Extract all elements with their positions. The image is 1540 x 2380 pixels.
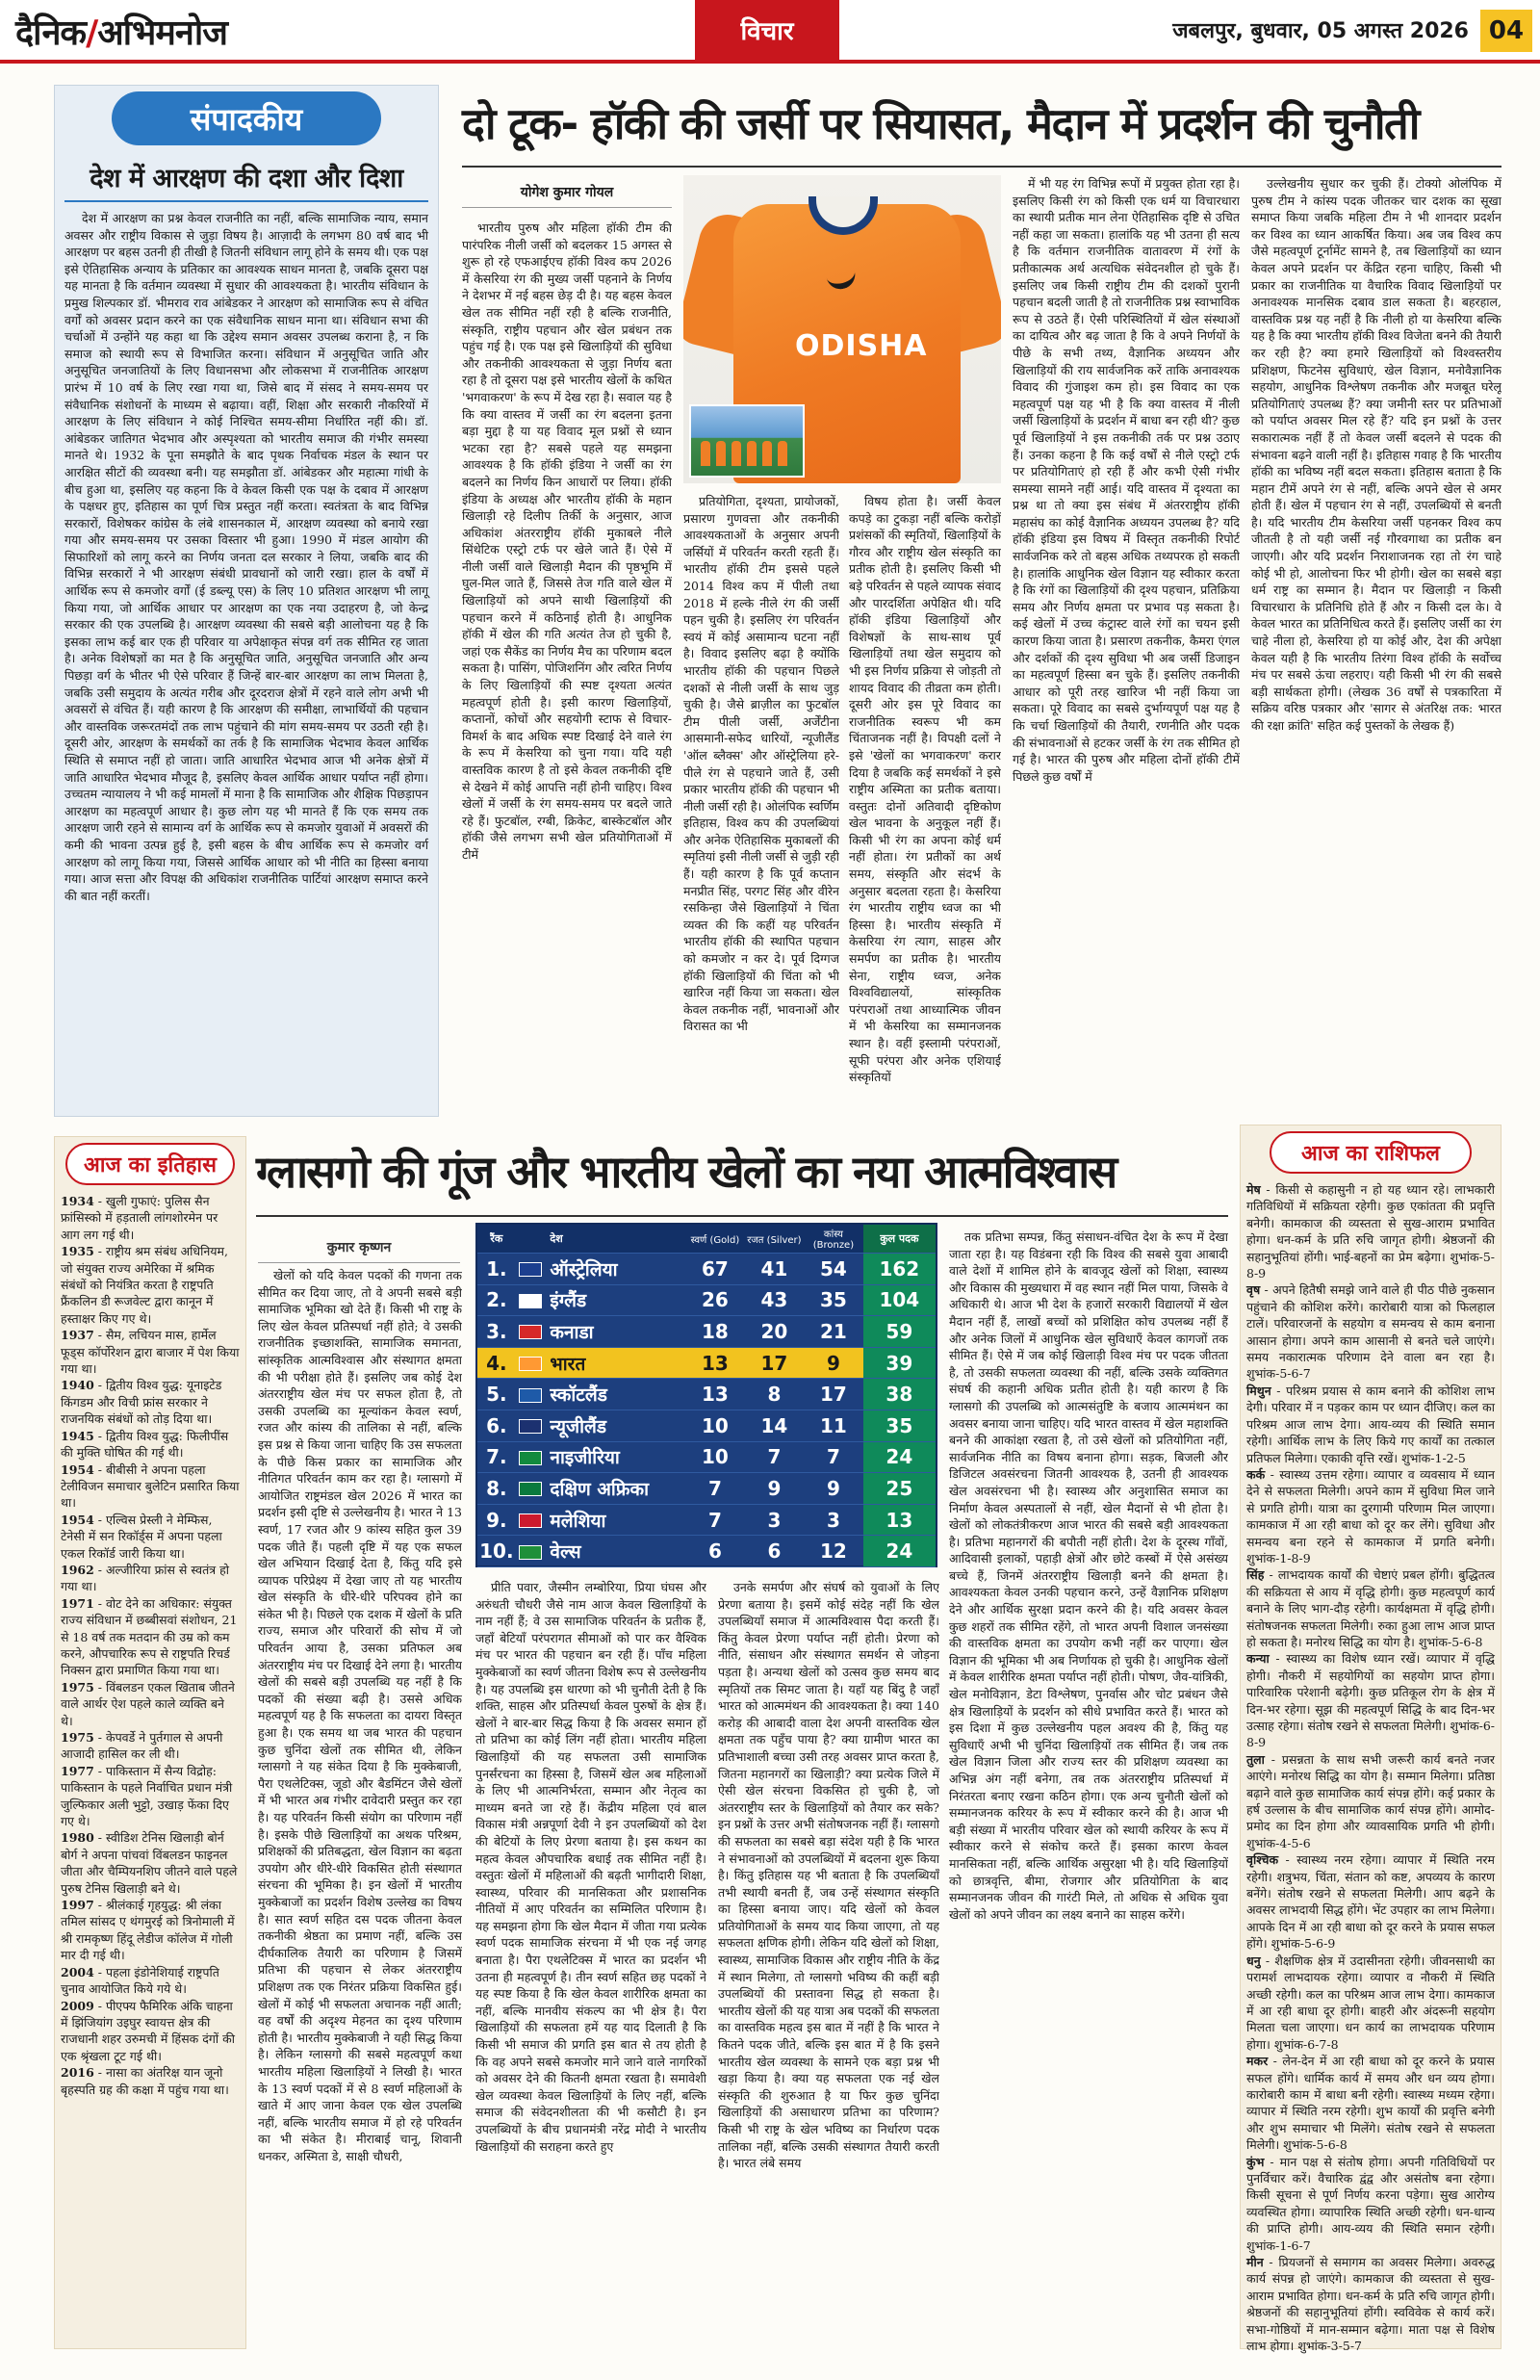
medal-silver: 9 — [767, 1476, 782, 1500]
mid-article-column-3 — [718, 1579, 939, 2349]
flag-cell — [516, 1511, 545, 1529]
medal-total: 13 — [863, 1505, 936, 1536]
medal-total: 24 — [863, 1536, 936, 1566]
country-flag-icon — [519, 1262, 542, 1277]
medal-silver: 8 — [767, 1383, 782, 1407]
medal-silver: 14 — [760, 1413, 788, 1437]
medal-bronze: 3 — [826, 1508, 840, 1532]
top-article-column-3 — [849, 493, 1001, 1125]
medal-silver: 43 — [760, 1288, 788, 1312]
medal-rank: 6. — [486, 1413, 507, 1437]
article-text: उनके समर्पण और संघर्ष को युवाओं के लिए प्रेरणा बताया है। इसमें कोई संदेह नहीं कि खेल उपलब्धियाँ समाज में आत्मविश्वास पैदा करती हैं। किंतु केवल प्रेरणा पर्याप्त नहीं होती। प्रेरणा को नीति, संसाधन और संस्थागत समर्थन से जोड़ना पड़ता है। अन्यथा खेलों को उत्सव कुछ समय बाद स्मृतियों तक सिमट जाता है। यहाँ यह बिंदु है जहाँ भारत को आत्ममंथन की आवश्यकता है। क्या 140 करोड़ की आबादी वाला देश अपनी वास्तविक खेल क्षमता तक पहुँच पाया है? क्या ग्रामीण भारत का प्रतिभाशाली बच्चा उसी तरह अवसर प्राप्त करता है, जितना महानगरों का खिलाड़ी? क्या प्रत्येक जिले में ऐसी खेल संरचना विकसित हो चुकी है, जो अंतरराष्ट्रीय स्तर के खिलाड़ियों को तैयार कर सके? इन प्रश्नों के उत्तर अभी संतोषजनक नहीं हैं। ग्लासगो की सफलता का सबसे बड़ा संदेश यही है कि भारत ने संभावनाओं को उपलब्धियों में बदलना शुरू किया है। किंतु इतिहास यह भी बताता है कि उपलब्धियाँ तभी स्थायी बनती हैं, जब उन्हें संस्थागत संस्कृति का हिस्सा बनाया जाए। यदि खेलों को केवल प्रतियोगिताओं के समय याद किया जाएगा, तो यह सफलता क्षणिक होगी। लेकिन यदि खेलों को शिक्षा, स्वास्थ्य, सामाजिक विकास और राष्ट्रीय नीति के केंद्र में स्थान मिलेगा, तो ग्लासगो भविष्य की कहीं बड़ी उपलब्धियों की प्रस्तावना सिद्ध हो सकता है। भारतीय खेलों की यह यात्रा अब पदकों की सफलता का वास्तविक महत्व इस बात में नहीं है कि भारत ने कितने पदक जीते, बल्कि इस बात में है कि इसने भारतीय खेल व्यवस्था के सामने एक बड़ा प्रश्न भी खड़ा किया है। क्या यह सफलता एक नई खेल संस्कृति की शुरुआत है या फिर कुछ चुनिंदा खिलाड़ियों की असाधारण प्रतिभा का परिणाम? किसी भी राष्ट्र के खेल भविष्य का निर्धारण पदक तालिका नहीं, बल्कि उसकी संस्थागत तैयारी करती है। भारत लंबे समय — [718, 1580, 939, 2171]
history-text: - राष्ट्रीय श्रम संबंध अधिनियम, जो संयुक्त राज्य अमेरिका में श्रमिक संबंधों को नियंत्रित करता है राष्ट्रपति फ्रैंकलिन डी रूजवेल्ट द्वारा कानून में हस्ताक्षर किए गए थे। — [61, 1244, 228, 1326]
medal-gold: 13 — [702, 1383, 729, 1407]
horoscope-item — [1246, 1383, 1495, 1466]
history-item — [61, 1998, 240, 2065]
history-item — [61, 1562, 240, 1595]
medal-silver: 3 — [767, 1508, 782, 1532]
medal-bronze: 21 — [819, 1319, 847, 1343]
divider — [256, 1215, 1228, 1217]
history-year: 1977 — [61, 1763, 94, 1778]
medal-row — [477, 1348, 936, 1380]
medal-gold: 7 — [707, 1476, 722, 1500]
horoscope-text: - स्वास्थ्य उत्तम रहेगा। व्यापार व व्यवसाय में ध्यान देने से सफलता मिलेगी। अपने काम में सुविधा मिल जाने से प्रगति होगी। यात्रा का दुरगामी परिणाम मिल जाएगा। कामकाज में आ रही बाधा को दूर कर लेंगे। सुविधा और समन्वय बना रहने से कामकाज में प्रगति बनेगी। शुभांक-1-8-9 — [1246, 1466, 1495, 1565]
medal-gold: 7 — [707, 1508, 722, 1532]
medal-gold: 18 — [702, 1319, 729, 1343]
country-flag-icon — [519, 1388, 542, 1403]
jersey-photo — [683, 175, 1001, 483]
history-year: 1945 — [61, 1428, 94, 1443]
history-text: - सैम, लचियन मास, हार्मेल फूड्स कॉर्पोरेशन द्वारा बाजार में पेश किया गया था। — [61, 1328, 240, 1377]
editorial-column — [54, 85, 439, 1117]
medal-gold: 26 — [702, 1288, 729, 1312]
medal-country: वेल्स — [550, 1541, 581, 1564]
history-text: - केपवर्डे ने पुर्तगाल से अपनी आजादी हासिल कर ली थी। — [61, 1730, 223, 1762]
medal-silver: 6 — [767, 1539, 782, 1564]
zodiac-sign: वृश्चिक — [1246, 1852, 1279, 1868]
horoscope-item — [1246, 1281, 1495, 1382]
medal-total: 25 — [863, 1473, 936, 1504]
medal-silver: 41 — [760, 1256, 788, 1281]
mid-article-column-2 — [475, 1579, 706, 2349]
editorial-paragraph: देश में आरक्षण का प्रश्न केवल राजनीति का नहीं, बल्कि सामाजिक न्याय, समान अवसर और राष्ट्रीय विकास से जुड़ा विषय है। आज़ादी के लगभग 80 वर्ष बाद भी आरक्षण पर बहस उतनी ही तीखी है जितनी संविधान लागू होने के समय थी। एक पक्ष इसे ऐतिहासिक अन्याय के प्रतिकार का आवश्यक साधन मानता है, जबकि दूसरा पक्ष यह मानता है कि वर्तमान व्यवस्था में सुधार की आवश्यकता है। भारतीय संविधान के प्रमुख शिल्पकार डॉ. भीमराव राव आंबेडकर ने आरक्षण को सामाजिक रूप से वंचित वर्गों को अवसर प्रदान करने का एक संवैधानिक साधन माना था। संविधान सभा की चर्चाओं में उन्होंने यह कहा था कि उद्देश्य समान अवसर उपलब्ध कराना है, न कि समाज को स्थायी रूप से विभाजित करना। संविधान में अनुसूचित जाति और अनुसूचित जनजातियों के लिए विधानसभा और लोकसभा में राजनीतिक आरक्षण प्रारंभ में 10 वर्ष के लिए रखा गया था, जिसे बाद में संसद ने समय-समय पर संवैधानिक संशोधनों के माध्यम से बढ़ाया। वहीं, शिक्षा और सरकारी नौकरियों में आरक्षण के लिए संविधान ने कोई निश्चित समय-सीमा निर्धारित नहीं की। डॉ. आंबेडकर जातिगत भेदभाव और अस्पृश्यता को भारतीय समाज की गंभीर समस्या मानते थे। 1932 के पूना समझौते के बाद पृथक निर्वाचक मंडल के स्थान पर आरक्षित सीटों की व्यवस्था बनी। यह समझौता डॉ. आंबेडकर और महात्मा गांधी के बीच हुआ था, इसलिए यह कहना कि वे केवल किसी एक पक्ष के दबाव में आरक्षण के पक्षधर हुए, इतिहास का पूर्ण चित्र प्रस्तुत नहीं करता। स्वतंत्रता के बाद विभिन्न सरकारों, विशेषकर कांग्रेस के लंबे शासनकाल में, आरक्षण व्यवस्था को बनाये रखा गया और समय-समय पर उसका विस्तार भी हुआ। 1990 में मंडल आयोग की सिफारिशों को लागू करने का निर्णय जनता दल सरकार ने लिया, जबकि बाद की विभिन्न सरकारों ने भी आरक्षण संबंधी प्रावधानों को जारी रखा। हाल के वर्षों में आर्थिक रूप से कमजोर वर्गों (ई डब्ल्यू एस) के लिए 10 प्रतिशत आरक्षण भी लागू किया गया, जो आर्थिक आधार पर आरक्षण का एक नया उदाहरण है, जो केन्द्र सरकार की एक उपलब्धि है। आरक्षण व्यवस्था की सबसे बड़ी आलोचना यह है कि इसका लाभ कई बार एक ही परिवार या अपेक्षाकृत संपन्न वर्ग तक सीमित रह जाता है। अनेक विशेषज्ञों का मत है कि अनुसूचित जाति, अनुसूचित जनजाति और अन्य पिछड़ा वर्ग के भीतर भी ऐसे परिवार हैं जिन्हें बार-बार आरक्षण का लाभ मिलता है, जबकि उसी समुदाय के अत्यंत गरीब और दूरदराज क्षेत्रों में रहने वाले लोग अभी भी अवसरों से वंचित हैं। यही कारण है कि आरक्षण की समीक्षा, लाभार्थियों की पहचान और वास्तविक जरूरतमंदों तक लाभ पहुंचाने की मांग समय-समय पर उठती रही है। दूसरी ओर, आरक्षण के समर्थकों का तर्क है कि सामाजिक भेदभाव केवल आर्थिक स्थिति से समाप्त नहीं हो जाता। जाति आधारित भेदभाव आज भी अनेक क्षेत्रों में जाति आधारित भेदभाव मौजूद है, इसलिए केवल आर्थिक आधार पर्याप्त नहीं होगा। उच्चतम न्यायालय ने भी कई मामलों में माना है कि सामाजिक और शैक्षिक पिछड़ापन आरक्षण का महत्वपूर्ण आधार है। कुछ लोग यह भी मानते हैं कि एक समय तक आरक्षण जारी रहने से सामान्य वर्ग के आर्थिक रूप से कमजोर युवाओं में अवसरों की कमी की भावना उत्पन्न हुई है, इसी बहस के बीच आर्थिक रूप से कमजोर वर्ग आरक्षण को लागू किया गया, जिससे आर्थिक आधार को भी नीति का हिस्सा बनाया गया। आज सत्ता और विपक्ष की अधिकांश राजनीतिक पार्टियां आरक्षण समाप्त करने की बात नहीं करतीं। — [64, 211, 428, 903]
medal-row — [477, 1536, 936, 1567]
top-article-headline: दो टूक- हॉकी की जर्सी पर सियासत, मैदान में प्रदर्शन की चुनौती — [462, 97, 1419, 149]
header-silver: रजत (Silver) — [747, 1234, 802, 1246]
history-year: 1975 — [61, 1679, 94, 1694]
history-text: - अल्जीरिया फ्रांस से स्वतंत्र हो गया था। — [61, 1562, 229, 1594]
editorial-body — [64, 210, 428, 904]
history-item — [61, 1377, 240, 1427]
medal-silver: 20 — [760, 1319, 788, 1343]
zodiac-sign: कुंभ — [1246, 2154, 1265, 2169]
history-year: 1962 — [61, 1562, 94, 1577]
history-year: 2016 — [61, 2065, 94, 2081]
flag-cell — [516, 1385, 545, 1404]
history-text: - नासा का अंतरिक्ष यान जूनो बृहस्पति ग्रह की कक्षा में पहुंच गया था। — [61, 2065, 229, 2097]
flag-cell — [516, 1291, 545, 1309]
history-text: - पाकिस्तान में सैन्य विद्रोह: पाकिस्तान के पहले निर्वाचित प्रधान मंत्री जुल्फिकार अली भुट्टो, उखाड़ फेंका दिए गए थे। — [61, 1763, 233, 1829]
header-gold: स्वर्ण (Gold) — [690, 1234, 740, 1246]
article-text: तक प्रतिभा सम्पन्न, किंतु संसाधन-वंचित देश के रूप में देखा जाता रहा है। यह विडंबना रही कि विश्व की सबसे युवा आबादी वाले देशों में शामिल होने के बावजूद खेलों को शिक्षा, स्वास्थ्य और विकास की मुख्यधारा में वह स्थान नहीं मिल पाया, जिसके वे अधिकारी थे। आज भी देश के हजारों सरकारी विद्यालयों में खेल मैदान नहीं हैं, लाखों बच्चों को प्रशिक्षित कोच उपलब्ध नहीं हैं और अनेक जिलों में आधुनिक खेल सुविधाएँ केवल कागजों तक सीमित हैं। ऐसे में जब कोई खिलाड़ी विश्व मंच पर पदक जीतता है, तो उसकी सफलता व्यवस्था की नहीं, बल्कि उसके व्यक्तिगत संघर्ष की कहानी अधिक प्रतीत होती है। यही कारण है कि ग्लासगो की उपलब्धि को आत्मसंतुष्टि के बजाय आत्ममंथन का अवसर बनाया जाना चाहिए। यदि भारत वास्तव में खेल महाशक्ति बनने की आकांक्षा रखता है, तो उसे खेलों को प्रतियोगिता नहीं, सार्वजनिक नीति का विषय बनाना होगा। सड़क, बिजली और डिजिटल अवसंरचना जितनी आवश्यक है, उतनी ही आवश्यक खेल अवसंरचना भी है। स्वास्थ्य और अनुशासित समाज का निर्माण केवल अस्पतालों से नहीं, खेल मैदानों से भी होता है। खेलों को लोकतंत्रीकरण आज भारत की सबसे बड़ी आवश्यकता है। प्रतिभा महानगरों की बपौती नहीं होती। देश के दूरस्थ गाँवों, आदिवासी इलाकों, पहाड़ी क्षेत्रों और छोटे कस्बों में ऐसे असंख्य बच्चे हैं, जिनमें अंतरराष्ट्रीय खिलाड़ी बनने की क्षमता है। आवश्यकता केवल उनकी पहचान करने, उन्हें वैज्ञानिक प्रशिक्षण देने और आर्थिक सुरक्षा प्रदान करने की है। यदि अवसर केवल कुछ शहरों तक सीमित रहेंगे, तो भारत अपनी विशाल जनसंख्या की वास्तविक क्षमता का उपयोग कभी नहीं कर पाएगा। खेल विज्ञान की भूमिका भी अब निर्णायक हो चुकी है। आधुनिक खेलों में केवल शारीरिक क्षमता पर्याप्त नहीं होती। पोषण, जैव-यांत्रिकी, खेल मनोविज्ञान, डेटा विश्लेषण, पुनर्वास और चोट प्रबंधन जैसे क्षेत्र खिलाड़ियों के प्रदर्शन को सीधे प्रभावित करते हैं। भारत को इस दिशा में कुछ उल्लेखनीय पहल अवश्य की है, किंतु यह सुविधाएँ अभी भी चुनिंदा खिलाड़ियों तक सीमित हैं। जब तक खेल विज्ञान जिला और राज्य स्तर की प्रशिक्षण व्यवस्था का अभिन्न अंग नहीं बनेगा, तब तक अंतरराष्ट्रीय प्रतिस्पर्धा में निरंतरता बनाए रखना कठिन होगा। एक अन्य चुनौती खेलों को सम्मानजनक करियर के रूप में स्वीकार करने की है। आज भी बड़ी संख्या में भारतीय परिवार खेल को स्थायी करियर के रूप में स्वीकार करने से संकोच करते हैं। इसका कारण केवल मानसिकता नहीं, बल्कि आर्थिक असुरक्षा भी है। यदि खिलाड़ियों को छात्रवृत्ति, बीमा, रोजगार और प्रतियोगिता के बाद सम्मानजनक जीवन की गारंटी मिले, तो अधिक से अधिक युवा खेलों को अपने जीवन का लक्ष्य बनाने का साहस करेंगे। — [949, 1229, 1228, 1922]
flag-cell — [516, 1479, 545, 1497]
medal-rank: 9. — [486, 1508, 507, 1532]
medal-bronze: 17 — [819, 1383, 847, 1407]
header-bronze: कांस्य (Bronze) — [812, 1229, 855, 1251]
mid-article-headline: ग्लासगो की गूंज और भारतीय खेलों का नया आत्मविश्वास — [256, 1146, 1116, 1198]
article-text: प्रीति पवार, जैस्मीन लम्बोरिया, प्रिया घंघस और अरुंधती चौधरी जैसे नाम आज केवल खिलाड़ियों के नाम नहीं हैं; वे उस सामाजिक परिवर्तन के प्रतीक हैं, जहाँ बेटियाँ परंपरागत सीमाओं को पार कर वैश्विक मंच पर भारत की पहचान बन रही हैं। पाँच महिला मुक्केबाजों का स्वर्ण जीतना विशेष रूप से उल्लेखनीय है। यह उपलब्धि इस धारणा को भी चुनौती देती है कि शक्ति, साहस और प्रतिस्पर्धा केवल पुरुषों के क्षेत्र हैं। खेलों ने बार-बार सिद्ध किया है कि अवसर समान हों तो प्रतिभा का कोई लिंग नहीं होता। भारतीय महिला खिलाड़ियों की यह सफलता उसी सामाजिक पुनर्संरचना का हिस्सा है, जिसमें खेल अब महिलाओं के लिए भी आत्मनिर्भरता, सम्मान और नेतृत्व का माध्यम बनते जा रहे हैं। केंद्रीय महिला एवं बाल विकास मंत्री अन्नपूर्णा देवी ने इन उपलब्धियों को देश की बेटियों के लिए प्रेरणा बताया है। इस कथन का महत्व केवल औपचारिक बधाई तक सीमित नहीं है। वस्तुतः खेलों में महिलाओं की बढ़ती भागीदारी शिक्षा, स्वास्थ्य, परिवार की मानसिकता और प्रशासनिक नीतियों में आए परिवर्तन का सम्मिलित परिणाम है। यह समझना होगा कि खेल मैदान में जीता गया प्रत्येक स्वर्ण पदक सामाजिक संरचना में भी एक नई जगह बनाता है। पैरा एथलेटिक्स में भारत का प्रदर्शन भी उतना ही महत्वपूर्ण है। तीन स्वर्ण सहित छह पदकों ने यह स्पष्ट किया है कि खेल केवल शारीरिक क्षमता का नहीं, बल्कि मानवीय संकल्प का भी क्षेत्र है। पैरा खिलाड़ियों की सफलता हमें यह याद दिलाती है कि किसी भी समाज की प्रगति इस बात से तय होती है कि वह अपने सबसे कमजोर माने जाने वाले नागरिकों को अवसर देने की कितनी क्षमता रखता है। समावेशी खेल व्यवस्था केवल खिलाड़ियों के लिए नहीं, बल्कि समाज की संवेदनशीलता की भी कसौटी है। इन उपलब्धियों के बीच प्रधानमंत्री नरेंद्र मोदी ने भारतीय खिलाड़ियों की सराहना करते हुए — [475, 1580, 706, 2154]
horoscope-item — [1246, 1181, 1495, 1281]
medal-rank: 4. — [486, 1351, 507, 1375]
country-flag-icon — [519, 1513, 542, 1528]
flag-cell — [516, 1416, 545, 1435]
history-year: 1935 — [61, 1244, 94, 1259]
history-item — [61, 1729, 240, 1763]
medal-total: 104 — [863, 1285, 936, 1316]
history-item — [61, 1763, 240, 1830]
history-sidebar — [54, 1136, 246, 2349]
flag-cell — [516, 1259, 545, 1278]
zodiac-sign: सिंह — [1246, 1567, 1265, 1583]
horoscope-sidebar — [1240, 1125, 1502, 2354]
history-year: 2009 — [61, 1998, 94, 2013]
medal-bronze: 7 — [826, 1445, 840, 1469]
medal-total: 24 — [863, 1442, 936, 1473]
zodiac-sign: वृष — [1246, 1282, 1261, 1298]
history-item — [61, 1243, 240, 1327]
horoscope-item — [1246, 1650, 1495, 1750]
newspaper-logo: दैनिक/अभिमनोज — [15, 13, 227, 53]
zodiac-sign: धनु — [1246, 1953, 1261, 1968]
country-flag-icon — [519, 1545, 542, 1560]
medal-rank: 7. — [486, 1445, 507, 1469]
article-text: खेलों को यदि केवल पदकों की गणना तक सीमित कर दिया जाए, तो वे अपनी सबसे बड़ी सामाजिक भूमिका खो देते हैं। किसी भी राष्ट्र के लिए खेल केवल प्रतिस्पर्धा नहीं होते; वे उसकी राजनीतिक इच्छाशक्ति, सामाजिक समानता, सांस्कृतिक आत्मविश्वास और संस्थागत क्षमता की भी परीक्षा होते हैं। इसलिए जब कोई देश अंतरराष्ट्रीय खेल मंच पर सफल होता है, तो उसकी उपलब्धि का मूल्यांकन केवल स्वर्ण, रजत और कांस्य की तालिका से नहीं, बल्कि इस प्रश्न से किया जाना चाहिए कि उस सफलता के पीछे किस प्रकार का सामाजिक और नीतिगत परिवर्तन काम कर रहा है। ग्लासगो में आयोजित राष्ट्रमंडल खेल 2026 में भारत का प्रदर्शन इसी दृष्टि से उल्लेखनीय है। भारत ने 13 स्वर्ण, 17 रजत और 9 कांस्य सहित कुल 39 पदक जीते हैं। पहली दृष्टि में यह एक सफल खेल अभियान दिखाई देता है, किंतु यदि इसे व्यापक परिप्रेक्ष्य में देखा जाए तो यह भारतीय खेल संस्कृति के धीरे-धीरे परिपक्व होने का संकेत भी है। पिछले एक दशक में खेलों के प्रति राज्य, समाज और परिवारों की सोच में जो परिवर्तन आया है, उसका प्रतिफल अब अंतरराष्ट्रीय मंच पर दिखाई देने लगा है। भारतीय खेलों की सबसे बड़ी उपलब्धि यह नहीं है कि पदकों की संख्या बढ़ी है। उससे अधिक महत्वपूर्ण यह है कि सफलता का दायरा विस्तृत हुआ है। एक समय था जब भारत की पहचान कुछ चुनिंदा खेलों तक सीमित थी, लेकिन ग्लासगो ने यह संकेत दिया है कि मुक्केबाजी, पैरा एथलेटिक्स, जूडो और बैडमिंटन जैसे खेलों में भी भारत अब गंभीर दावेदारी प्रस्तुत कर रहा है। यह परिवर्तन किसी संयोग का परिणाम नहीं है। इसके पीछे खिलाड़ियों का अथक परिश्रम, प्रशिक्षकों की प्रतिबद्धता, खेल विज्ञान का बढ़ता उपयोग और धीरे-धीरे विकसित होती संस्थागत संरचना की भूमिका है। इन खेलों में भारतीय मुक्केबाजों का प्रदर्शन विशेष उल्लेख का विषय है। सात स्वर्ण सहित दस पदक जीतना केवल तकनीकी श्रेष्ठता का प्रमाण नहीं, बल्कि उस दीर्घकालिक तैयारी का परिणाम है जिसमें प्रतिभा की पहचान से लेकर अंतरराष्ट्रीय प्रशिक्षण तक एक निरंतर प्रक्रिया विकसित हुई। खेलों में कोई भी सफलता अचानक नहीं आती; वह वर्षों की अदृश्य मेहनत का दृश्य परिणाम होती है। भारतीय मुक्केबाजी ने यही सिद्ध किया है। लेकिन ग्लासगो की सबसे महत्वपूर्ण कथा भारतीय महिला खिलाड़ियों ने लिखी है। भारत के 13 स्वर्ण पदकों में से 8 स्वर्ण महिलाओं के खाते में आए जाना केवल एक खेल उपलब्धि नहीं, बल्कि भारतीय समाज में हो रहे परिवर्तन का भी संकेत है। मीराबाई चानू, शिवानी धनकर, अस्मिता डे, साक्षी चौधरी, — [258, 1268, 462, 2163]
horoscope-item — [1246, 1851, 1495, 1952]
country-flag-icon — [519, 1482, 542, 1496]
history-year: 1997 — [61, 1898, 94, 1913]
medal-gold: 6 — [707, 1539, 722, 1564]
history-text: - द्वितीय विश्व युद्ध: यूनाइटेड किंगडम और विची फ्रांस सरकार ने राजनयिक संबंधों को तोड़ दिया था। — [61, 1378, 222, 1427]
medal-country: स्कॉटलैंड — [550, 1384, 607, 1407]
history-item — [61, 1964, 240, 1998]
horoscope-text: - परिश्रम प्रयास से काम बनाने की कोशिश लाभ देगी। परिवार में न पड़कर काम पर ध्यान दीजिए। कल का परिश्रम आज लाभ देगा। आय-व्यय की स्थिति समान रहेगी। आर्थिक लाभ के लिए किये गए कार्यों का तत्काल प्रतिफल मिलेगा। एकाकी वृत्ति रखें। शुभांक-1-2-5 — [1246, 1383, 1495, 1465]
medal-bronze: 9 — [826, 1351, 840, 1375]
history-text: - विंबलडन एकल खिताब जीतने वाले आर्थर ऐश पहले काले व्यक्ति बने थे। — [61, 1679, 235, 1728]
horoscope-item — [1246, 1751, 1495, 1851]
history-item — [61, 1428, 240, 1462]
horoscope-text: - अपने हितैषी समझे जाने वाले ही पीठ पीछे नुकसान पहुंचाने की कोशिश करेंगे। कारोबारी यात्रा को फिलहाल टालें। परिवारजनों के सहयोग व समन्वय से काम बनाना आसान होगा। अपने काम आसानी से बनते चले जाएंगे। समय नकारात्मक परिणाम देने वाला बन रहा है। शुभांक-5-6-7 — [1246, 1282, 1495, 1382]
medal-bronze: 11 — [819, 1413, 847, 1437]
medal-silver: 7 — [767, 1445, 782, 1469]
mid-article-byline: कुमार कृष्णन — [258, 1238, 460, 1263]
medal-rank: 2. — [486, 1288, 507, 1312]
medal-country: कनाडा — [550, 1321, 594, 1343]
zodiac-sign: कर्क — [1246, 1466, 1266, 1482]
country-flag-icon — [519, 1357, 542, 1371]
medal-country: इंग्लैंड — [550, 1290, 587, 1312]
horoscope-text: - मान पक्ष से संतोष होगा। अपनी गतिविधियों पर पुनर्विचार करें। वैचारिक द्वंद्व और असंतोष बना रहेगा। किसी सूचना से पूर्ण निर्णय करना पड़ेगा। सुख आरोग्य व्यवस्थित होगा। व्यापारिक स्थिति अच्छी रहेगी। धन-धान्य की प्राप्ति होगी। आय-व्यय की स्थिति समान रहेगी। शुभांक-1-6-7 — [1246, 2154, 1495, 2253]
article-text: विषय होता है। जर्सी केवल कपड़े का टुकड़ा नहीं बल्कि करोड़ों प्रशंसकों की स्मृतियों, खिलाड़ियों के गौरव और राष्ट्रीय खेल संस्कृति का प्रतीक होती है। इसलिए किसी भी बड़े परिवर्तन से पहले व्यापक संवाद और पारदर्शिता अपेक्षित थी। यदि हॉकी इंडिया खिलाड़ियों और विशेषज्ञों के साथ-साथ पूर्व खिलाड़ियों तथा खेल समुदाय को भी इस निर्णय प्रक्रिया से जोड़ती तो शायद विवाद की तीव्रता कम होती। दूसरी ओर इस पूरे विवाद का राजनीतिक स्वरूप भी कम चिंताजनक नहीं है। विपक्षी दलों ने इसे 'खेलों का भगवाकरण' करार दिया है जबकि कई समर्थकों ने इसे राष्ट्रीय अस्मिता का प्रतीक बताया। वस्तुतः दोनों अतिवादी दृष्टिकोण खेल भावना के अनुकूल नहीं हैं। किसी भी रंग का अपना कोई धर्म नहीं होता। रंग प्रतीकों का अर्थ समय, संस्कृति और संदर्भ के अनुसार बदलता रहता है। केसरिया रंग भारतीय राष्ट्रीय ध्वज का भी हिस्सा है। भारतीय संस्कृति में केसरिया रंग त्याग, साहस और समर्पण का प्रतीक है। भारतीय सेना, राष्ट्रीय ध्वज, अनेक विश्वविद्यालयों, सांस्कृतिक परंपराओं तथा आध्यात्मिक जीवन में भी केसरिया का सम्मानजनक स्थान है। वहीं इस्लामी परंपराओं, सूफी परंपरा और अनेक एशियाई संस्कृतियों — [849, 494, 1001, 1085]
medal-row — [477, 1316, 936, 1348]
history-year: 1975 — [61, 1730, 94, 1745]
top-article-column-5 — [1251, 175, 1502, 1125]
country-flag-icon — [519, 1294, 542, 1308]
history-list — [61, 1193, 240, 2098]
medal-rank: 10. — [479, 1539, 514, 1564]
history-text: - बीबीसी ने अपना पहला टेलीविजन समाचार बुलेटिन प्रसारित किया था। — [61, 1462, 240, 1511]
editorial-banner: संपादकीय — [112, 91, 381, 145]
flag-cell — [516, 1354, 545, 1372]
zodiac-sign: मकर — [1246, 2054, 1269, 2069]
history-year: 1937 — [61, 1328, 94, 1343]
medal-country: न्यूजीलैंड — [550, 1415, 607, 1437]
medal-gold: 10 — [702, 1413, 729, 1437]
medal-bronze: 9 — [826, 1476, 840, 1500]
medal-gold: 10 — [702, 1445, 729, 1469]
flag-cell — [516, 1542, 545, 1561]
medal-total: 38 — [863, 1379, 936, 1410]
flag-cell — [516, 1448, 545, 1466]
medal-country: ऑस्ट्रेलिया — [550, 1258, 618, 1281]
header-rank: रैंक — [490, 1232, 503, 1245]
history-year: 1940 — [61, 1378, 94, 1393]
horoscope-text: - स्वास्थ्य का विशेष ध्यान रखें। व्यापार में वृद्धि होगी। नौकरी में सहयोगियों का सहयोग प्राप्त होगा। पारिवारिक परेशानी बढ़ेगी। कुछ प्रतिकूल रोग के क्षेत्र में दिन-भर रहेगा। सूझ की महत्वपूर्ण सिद्धि के बाद दिन-भर उत्साह रहेगा। संतोष रखने से सफलता मिलेगी। शुभांक-6-8-9 — [1246, 1651, 1495, 1750]
history-year: 1934 — [61, 1194, 94, 1208]
history-year: 1954 — [61, 1462, 94, 1477]
top-article-byline: योगेश कुमार गोयल — [462, 183, 672, 208]
horoscope-text: - शैक्षणिक क्षेत्र में उदासीनता रहेगी। जीवनसाथी का परामर्श लाभदायक रहेगा। व्यापार व नौकरी में स्थिति अच्छी रहेगी। कल का परिश्रम आज लाभ देगा। कामकाज में आ रही बाधा दूर होगी। बाहरी और अंदरूनी सहयोग मिलता चला जाएगा। धन कार्य का लाभदायक परिणाम होगा। शुभांक-6-7-8 — [1246, 1953, 1495, 2052]
medal-row — [477, 1410, 936, 1442]
history-year: 2004 — [61, 1964, 94, 1979]
flag-cell — [516, 1322, 545, 1340]
history-text: - एल्विस प्रेस्ली ने मेम्फिस, टेनेसी में सन रिकॉर्ड्स में अपना पहला एकल रिकॉर्ड जारी किया था। — [61, 1512, 222, 1561]
horoscope-text: - लेन-देन में आ रही बाधा को दूर करने के प्रयास सफल होंगे। धार्मिक कार्य में समय और धन व्यय होगा। कारोबारी काम में बाधा बनी रहेगी। स्वास्थ्य मध्यम रहेगा। व्यापार में स्थिति नरम रहेगी। शुभ कार्यों की प्रवृत्ति बनेगी और शुभ समाचार भी मिलेंगे। संतोष रखने से सफलता मिलेगी। शुभांक-5-6-8 — [1246, 2054, 1495, 2153]
dateline: जबलपुर, बुधवार, 05 अगस्त 2026 — [1172, 19, 1469, 43]
medal-table — [475, 1223, 937, 1567]
mid-article-column-1 — [258, 1267, 462, 2349]
medal-gold: 67 — [702, 1256, 729, 1281]
section-tab: विचार — [695, 0, 839, 60]
divider — [64, 200, 428, 202]
horoscope-list — [1246, 1181, 1495, 2354]
medal-total: 162 — [863, 1254, 936, 1284]
medal-country: भारत — [550, 1353, 586, 1375]
medal-gold: 13 — [702, 1351, 729, 1375]
history-banner: आज का इतिहास — [65, 1143, 235, 1185]
history-text: - वोट देने का अधिकार: संयुक्त राज्य संविधान में छब्बीसवां संशोधन, 21 से 18 वर्ष तक मतदान की उम्र को कम करने, औपचारिक रूप से राष्ट्रपति रिचर्ड निक्सन द्वारा प्रमाणित किया गया था। — [61, 1595, 238, 1678]
medal-total: 59 — [863, 1316, 936, 1347]
horoscope-item — [1246, 1566, 1495, 1650]
history-item — [61, 1595, 240, 1679]
horoscope-text: - किसी से कहासुनी न हो यह ध्यान रहे। लाभकारी गतिविधियों में सक्रियता रहेगी। कुछ एकांतता की प्रवृत्ति बनेगी। कामकाज की व्यस्तता से सुख-आराम प्रभावित होगा। धन-कर्म के प्रति रुचि जागृत होगी। श्रेष्ठजनों की सहानुभूतियां होंगी। भाई-बहनों का प्रेम बढ़ेगा। शुभांक-5-8-9 — [1246, 1182, 1495, 1281]
history-text: - पहला इंडोनेशियाई राष्ट्रपति चुनाव आयोजित किये गये थे। — [61, 1964, 219, 1997]
editorial-headline: देश में आरक्षण की दशा और दिशा — [90, 164, 403, 194]
horoscope-banner: आज का राशिफल — [1270, 1131, 1472, 1174]
medal-table-header — [477, 1225, 936, 1254]
zodiac-sign: तुला — [1246, 1751, 1265, 1767]
horoscope-text: - प्रसन्नता के साथ सभी जरूरी कार्य बनते नजर आएंगे। मनोरथ सिद्धि का योग है। सम्मान मिलेगा। प्रतिष्ठा बढ़ाने वाले कुछ सामाजिक कार्य संपन्न होंगे। कई प्रकार के हर्ष उल्लास के बीच सामाजिक कार्य संपन्न होंगे। आमोद-प्रमोद का दिन होगा और व्यावसायिक प्रगति भी होगी। शुभांक-4-5-6 — [1246, 1751, 1495, 1850]
country-flag-icon — [519, 1419, 542, 1434]
top-article-column-4 — [1013, 175, 1240, 1125]
divider — [462, 166, 1502, 168]
medal-row — [477, 1285, 936, 1317]
history-item — [61, 2064, 240, 2098]
article-text: भारतीय पुरुष और महिला हॉकी टीम की पारंपरिक नीली जर्सी को बदलकर 15 अगस्त से शुरू हो रहे एफआईएच हॉकी विश्व कप 2026 में केसरिया रंग की मुख्य जर्सी पहनाने के निर्णय ने देशभर में नई बहस छेड़ दी है। यह बहस केवल खेल तक सीमित नहीं रही है बल्कि राजनीति, संस्कृति, राष्ट्रीय पहचान और खेल प्रबंधन तक पहुंच गई है। एक पक्ष इसे खिलाड़ियों की सुविधा और तकनीकी आवश्यकता से जुड़ा निर्णय बता रहा है तो दूसरा पक्ष इसे भारतीय खेलों के कथित 'भगवाकरण' के रूप में देख रहा है। सवाल यह है कि क्या वास्तव में जर्सी का रंग बदलना इतना बड़ा मुद्दा है या यह विवाद मूल प्रश्नों से ध्यान भटका रहा है? सबसे पहले यह समझना आवश्यक है कि हॉकी इंडिया ने जर्सी का रंग बदलने का निर्णय किन आधारों पर लिया। हॉकी इंडिया के अध्यक्ष और भारतीय हॉकी के महान खिलाड़ी रहे दिलीप तिर्की के अनुसार, आज अधिकांश अंतरराष्ट्रीय हॉकी मुकाबले नीले सिंथेटिक एस्ट्रो टर्फ पर खेले जाते हैं। ऐसे में नीली जर्सी वाले खिलाड़ी मैदान की पृष्ठभूमि में घुल-मिल जाते हैं, जिससे तेज गति वाले खेल में खिलाड़ियों को अपने साथी खिलाड़ियों की पहचान करने में कठिनाई होती है। आधुनिक हॉकी में खेल की गति अत्यंत तेज हो चुकी है, जहां एक सैकेंड का निर्णय मैच का परिणाम बदल सकता है। पासिंग, पोजिशनिंग और त्वरित निर्णय के लिए खिलाड़ियों की स्पष्ट दृश्यता अत्यंत महत्वपूर्ण होती है। इसी कारण खिलाड़ियों, कप्तानों, कोचों और सहयोगी स्टाफ से विचार-विमर्श के बाद अधिक स्पष्ट दिखाई देने वाले रंग के रूप में केसरिया को चुना गया। यदि यही वास्तविक कारण है तो इसे केवल तकनीकी दृष्टि से देखने में कोई आपत्ति नहीं होनी चाहिए। विश्व खेलों में जर्सी के रंग समय-समय पर बदले जाते रहे हैं। फुटबॉल, रग्बी, क्रिकेट, बास्केटबॉल और हॉकी जैसे लगभग सभी खेल प्रतियोगिताओं में टीमें — [462, 220, 672, 862]
history-item — [61, 1829, 240, 1897]
medal-rank: 8. — [486, 1476, 507, 1500]
horoscope-item — [1246, 1466, 1495, 1566]
top-article-column-2 — [683, 493, 839, 1125]
history-year: 1980 — [61, 1830, 94, 1846]
history-text: - पीएफ्य फैमिरिक अंकि चाहना में झिंजियांग उइघुर स्वायत्त क्षेत्र की राजधानी शहर उरुमची में हिंसक दंगों की एक श्रृंखला टूट गई थी। — [61, 1998, 235, 2063]
zodiac-sign: मिथुन — [1246, 1383, 1271, 1398]
article-text: उल्लेखनीय सुधार कर चुकी हैं। टोक्यो ओलंपिक में पुरुष टीम ने कांस्य पदक जीतकर चार दशक का सूखा समाप्त किया जबकि महिला टीम ने भी शानदार प्रदर्शन कर विश्व का ध्यान आकर्षित किया। अब जब विश्व कप जैसे महत्वपूर्ण टूर्नामेंट सामने है, तब खिलाड़ियों का ध्यान केवल अपने प्रदर्शन पर केंद्रित रहना चाहिए, किसी भी प्रकार का राजनीतिक या वैचारिक विवाद खिलाड़ियों पर अनावश्यक मानसिक दबाव डाल सकता है। बहरहाल, वास्तविक प्रश्न यह नहीं है कि नीली हो या केसरिया बल्कि यह है कि क्या भारतीय हॉकी विश्व विजेता बनने की तैयारी कर रही है? क्या हमारे खिलाड़ियों को विश्वस्तरीय प्रशिक्षण, फिटनेस सुविधाएं, खेल विज्ञान, मनोवैज्ञानिक सहयोग, आधुनिक विश्लेषण तकनीक और मजबूत घरेलू प्रतियोगिताएं उपलब्ध हैं? क्या जमीनी स्तर पर प्रतिभाओं को पर्याप्त अवसर मिल रहे हैं? यदि इन प्रश्नों के उत्तर सकारात्मक नहीं हैं तो केवल जर्सी बदलने से पदक की संभावना बढ़ने वाली नहीं है। इतिहास गवाह है कि भारतीय हॉकी का भविष्य नहीं बदल सकता। इतिहास बताता है कि महान टीमें अपने रंग से नहीं, बल्कि अपने खेल से अमर होती हैं। खेल में पहचान रंग से नहीं, उपलब्धियों से बनती है। यदि भारतीय टीम केसरिया जर्सी पहनकर विश्व कप जीतती है तो यही जर्सी नई गौरवगाथा का प्रतीक बन जाएगी। और यदि प्रदर्शन निराशाजनक रहा तो रंग चाहे कोई भी हो, आलोचना फिर भी होगी। खेल का सबसे बड़ा धर्म राष्ट्र का सम्मान है। मैदान पर खिलाड़ी न किसी विचारधारा के प्रतिनिधि होते हैं और न किसी दल के। वे केवल भारत का प्रतिनिधित्व करते हैं। इसलिए जर्सी का रंग चाहे नीला हो, केसरिया हो या कोई और, देश की अपेक्षा केवल यही है कि भारतीय तिरंगा विश्व हॉकी के सर्वोच्च मंच पर सबसे ऊंचा लहराए। यही किसी भी रंग की सबसे बड़ी सार्थकता होगी। (लेखक 36 वर्षों से पत्रकारिता में सक्रिय वरिष्ठ पत्रकार और 'सागर से अंतरिक्ष तक: भारत की रक्षा क्रांति' सहित कई पुस्तकों के लेखक हैं) — [1251, 176, 1502, 733]
horoscope-text: - प्रियजनों से समागम का अवसर मिलेगा। अवरुद्ध कार्य संपन्न हो जाएंगे। कामकाज की व्यस्तता से सुख-आराम प्रभावित होगा। धन-कर्म के प्रति रुचि जागृत होगी। श्रेष्ठजनों की सहानुभूतियां होंगी। स्वविवेक से कार्य करें। सभा-गोष्ठियों में मान-सम्मान बढ़ेगा। माता पक्ष से विशेष लाभ होगा। शुभांक-3-5-7 — [1246, 2255, 1495, 2354]
masthead — [0, 0, 1540, 64]
medal-bronze: 54 — [819, 1256, 847, 1281]
top-article-column-1 — [462, 220, 672, 1125]
mid-article-column-4 — [949, 1229, 1228, 2349]
article-text: में भी यह रंग विभिन्न रूपों में प्रयुक्त होता रहा है। इसलिए किसी रंग को किसी एक धर्म या विचारधारा का स्थायी प्रतीक मान लेना ऐतिहासिक दृष्टि से उचित नहीं कहा जा सकता। हालांकि यह भी उतना ही सत्य है कि वर्तमान राजनीतिक वातावरण में रंगों के प्रतीकात्मक अर्थ अत्यधिक संवेदनशील हो चुके हैं। इसलिए जब किसी राष्ट्रीय टीम की दशकों पुरानी पहचान बदली जाती है तो राजनीतिक प्रश्न स्वाभाविक रूप से उठते हैं। ऐसी परिस्थितियों में खेल संस्थाओं का दायित्व और बढ़ जाता है कि वे अपने निर्णयों के पीछे के सभी तथ्य, वैज्ञानिक अध्ययन और खिलाड़ियों की राय सार्वजनिक करें ताकि अनावश्यक विवाद की गुंजाइश कम हो। इस विवाद का एक महत्वपूर्ण पक्ष यह भी है कि क्या वास्तव में नीली जर्सी खिलाड़ियों के प्रदर्शन में बाधा बन रही थी? कुछ पूर्व खिलाड़ियों ने इस तकनीकी तर्क पर प्रश्न उठाए हैं। उनका कहना है कि कई वर्षों से नीले एस्ट्रो टर्फ पर प्रतियोगिताएं हो रही हैं और कभी ऐसी गंभीर समस्या सामने नहीं आई। यदि वास्तव में दृश्यता का प्रश्न था तो क्या इस संबंध में अंतरराष्ट्रीय हॉकी महासंघ का कोई वैज्ञानिक अध्ययन उपलब्ध है? यदि हॉकी इंडिया इस विषय में विस्तृत तकनीकी रिपोर्ट सार्वजनिक करे तो बहस अधिक तथ्यपरक हो सकती है। हालांकि आधुनिक खेल विज्ञान यह स्वीकार करता है कि रंगों का खिलाड़ियों की दृश्य पहचान, प्रतिक्रिया समय और निर्णय क्षमता पर प्रभाव पड़ सकता है। कई खेलों में उच्च कंट्रास्ट वाले रंगों का चयन इसी कारण किया जाता है। प्रसारण तकनीक, कैमरा एंगल और दर्शकों की दृश्य सुविधा भी अब जर्सी डिजाइन का महत्वपूर्ण हिस्सा बन चुके हैं। इसलिए तकनीकी आधार को पूरी तरह खारिज भी नहीं किया जा सकता। पूरे विवाद का सबसे दुर्भाग्यपूर्ण पक्ष यह है कि चर्चा खिलाड़ियों की तैयारी, रणनीति और पदक की संभावनाओं से हटकर जर्सी के रंग तक सीमित हो गई है। भारत की पुरुष और महिला दोनों हॉकी टीमें पिछले कुछ वर्षों में — [1013, 176, 1240, 784]
history-item — [61, 1679, 240, 1729]
header-total: कुल पदक — [863, 1225, 936, 1253]
history-text: - द्वितीय विश्व युद्ध: फिलीपींस की मुक्ति घोषित की गई थी। — [61, 1428, 229, 1461]
medal-bronze: 12 — [819, 1539, 847, 1564]
horoscope-text: - स्वास्थ्य नरम रहेगा। व्यापार में स्थिति नरम रहेगी। शत्रुभय, चिंता, संतान को कष्ट, अपव्यय के कारण बनेंगे। संतोष रखने से सफलता मिलेगी। आप बढ़ने के अवसर लाभदायी सिद्ध होंगे। भेंट उपहार का लाभ मिलेगा। आपके दिन में आ रही बाधा को दूर करने के प्रयास सफल होंगे। शुभांक-5-6-9 — [1246, 1852, 1495, 1952]
medal-rank: 1. — [486, 1256, 507, 1281]
horoscope-item — [1246, 1953, 1495, 2053]
history-item — [61, 1512, 240, 1562]
medal-silver: 17 — [760, 1351, 788, 1375]
medal-rank: 5. — [486, 1383, 507, 1407]
jersey-lettering: ODISHA — [795, 329, 928, 363]
medal-table-body — [477, 1254, 936, 1567]
history-text: - स्वीडिश टेनिस खिलाड़ी बोर्न बोर्ग ने अपना पांचवां विंबलडन फाइनल जीता और चैम्पियनशिप जीतने वाले पहले पुरुष टेनिस खिलाड़ी बने थे। — [61, 1830, 238, 1896]
medal-total: 35 — [863, 1410, 936, 1441]
history-text: - खुली गुफाएं: पुलिस सैन फ्रांसिस्को में हड़ताली लांगशोरमेन पर आग लग गई थी। — [61, 1194, 218, 1242]
medal-country: मलेशिया — [550, 1510, 606, 1532]
medal-total: 39 — [863, 1348, 936, 1379]
history-item — [61, 1193, 240, 1243]
history-year: 1971 — [61, 1595, 94, 1611]
history-item — [61, 1327, 240, 1377]
zodiac-sign: मीन — [1246, 2255, 1264, 2269]
country-flag-icon — [519, 1451, 542, 1465]
medal-row — [477, 1254, 936, 1285]
medal-bronze: 35 — [819, 1288, 847, 1312]
article-text: प्रतियोगिता, दृश्यता, प्रायोजकों, प्रसारण गुणवत्ता और तकनीकी आवश्यकताओं के अनुसार अपनी जर्सियों में परिवर्तन करती रहती हैं। भारतीय हॉकी टीम इससे पहले 2014 विश्व कप में पीली तथा 2018 में हल्के नीले रंग की जर्सी पहन चुकी है। इसलिए रंग परिवर्तन स्वयं में कोई असामान्य घटना नहीं है। विवाद इसलिए बढ़ा है क्योंकि भारतीय हॉकी की पहचान पिछले दशकों से नीली जर्सी के साथ जुड़ चुकी है। जैसे ब्राज़ील का फुटबॉल टीम पीली जर्सी, अर्जेंटीना आसमानी-सफेद धारियों, न्यूजीलैंड 'ऑल ब्लैक्स' और ऑस्ट्रेलिया हरे-पीले रंग से पहचाने जाते हैं, उसी प्रकार भारतीय हॉकी की पहचान भी नीली जर्सी रही है। ओलंपिक स्वर्णिम इतिहास, विश्व कप की उपलब्धियां और अनेक ऐतिहासिक मुकाबलों की स्मृतियां इसी नीली जर्सी से जुड़ी रही हैं। यही कारण है कि पूर्व कप्तान मनप्रीत सिंह, परगट सिंह और वीरेन रसकिन्हा जैसे खिलाड़ियों ने चिंता व्यक्त की कि कहीं यह परिवर्तन भारतीय हॉकी की स्थापित पहचान को कमजोर न कर दे। पूर्व दिग्गज हॉकी खिलाड़ियों की चिंता को भी खारिज नहीं किया जा सकता। खेल केवल तकनीक नहीं, भावनाओं और विरासत का भी — [683, 494, 839, 1034]
history-text: - श्रीलंकाई गृहयुद्ध: श्री लंका तमिल सांसद ए थंगमुरई को त्रिनोमाली में श्री रामकृष्ण हिंदू लेडीज कॉलेज में गोली मार दी गई थी। — [61, 1898, 235, 1963]
history-item — [61, 1462, 240, 1512]
horoscope-item — [1246, 2254, 1495, 2354]
team-photo-inset — [689, 404, 805, 478]
history-item — [61, 1897, 240, 1964]
page-number: 04 — [1480, 10, 1532, 52]
medal-country: दक्षिण अफ्रिका — [550, 1478, 649, 1500]
medal-rank: 3. — [486, 1319, 507, 1343]
history-year: 1954 — [61, 1512, 94, 1527]
medal-row — [477, 1442, 936, 1474]
horoscope-text: - लाभदायक कार्यों की चेष्टाएं प्रबल होंगी। बुद्धितत्व की सक्रियता से आय में वृद्धि होगी। कुछ महत्वपूर्ण कार्य बनाने के लिए भाग-दौड़ रहेगी। कार्यक्षमता में वृद्धि होगी। संतोषजनक सफलता मिलेगी। रुका हुआ लाभ आज प्राप्त हो सकता है। मनोरथ सिद्धि का योग है। शुभांक-5-6-8 — [1246, 1567, 1495, 1649]
medal-row — [477, 1505, 936, 1537]
country-flag-icon — [519, 1325, 542, 1339]
zodiac-sign: कन्या — [1246, 1651, 1270, 1667]
horoscope-item — [1246, 2053, 1495, 2153]
header-country: देश — [550, 1232, 563, 1245]
horoscope-item — [1246, 2154, 1495, 2254]
medal-row — [477, 1379, 936, 1410]
medal-row — [477, 1473, 936, 1505]
medal-country: नाइजीरिया — [550, 1447, 620, 1469]
zodiac-sign: मेष — [1246, 1182, 1261, 1197]
